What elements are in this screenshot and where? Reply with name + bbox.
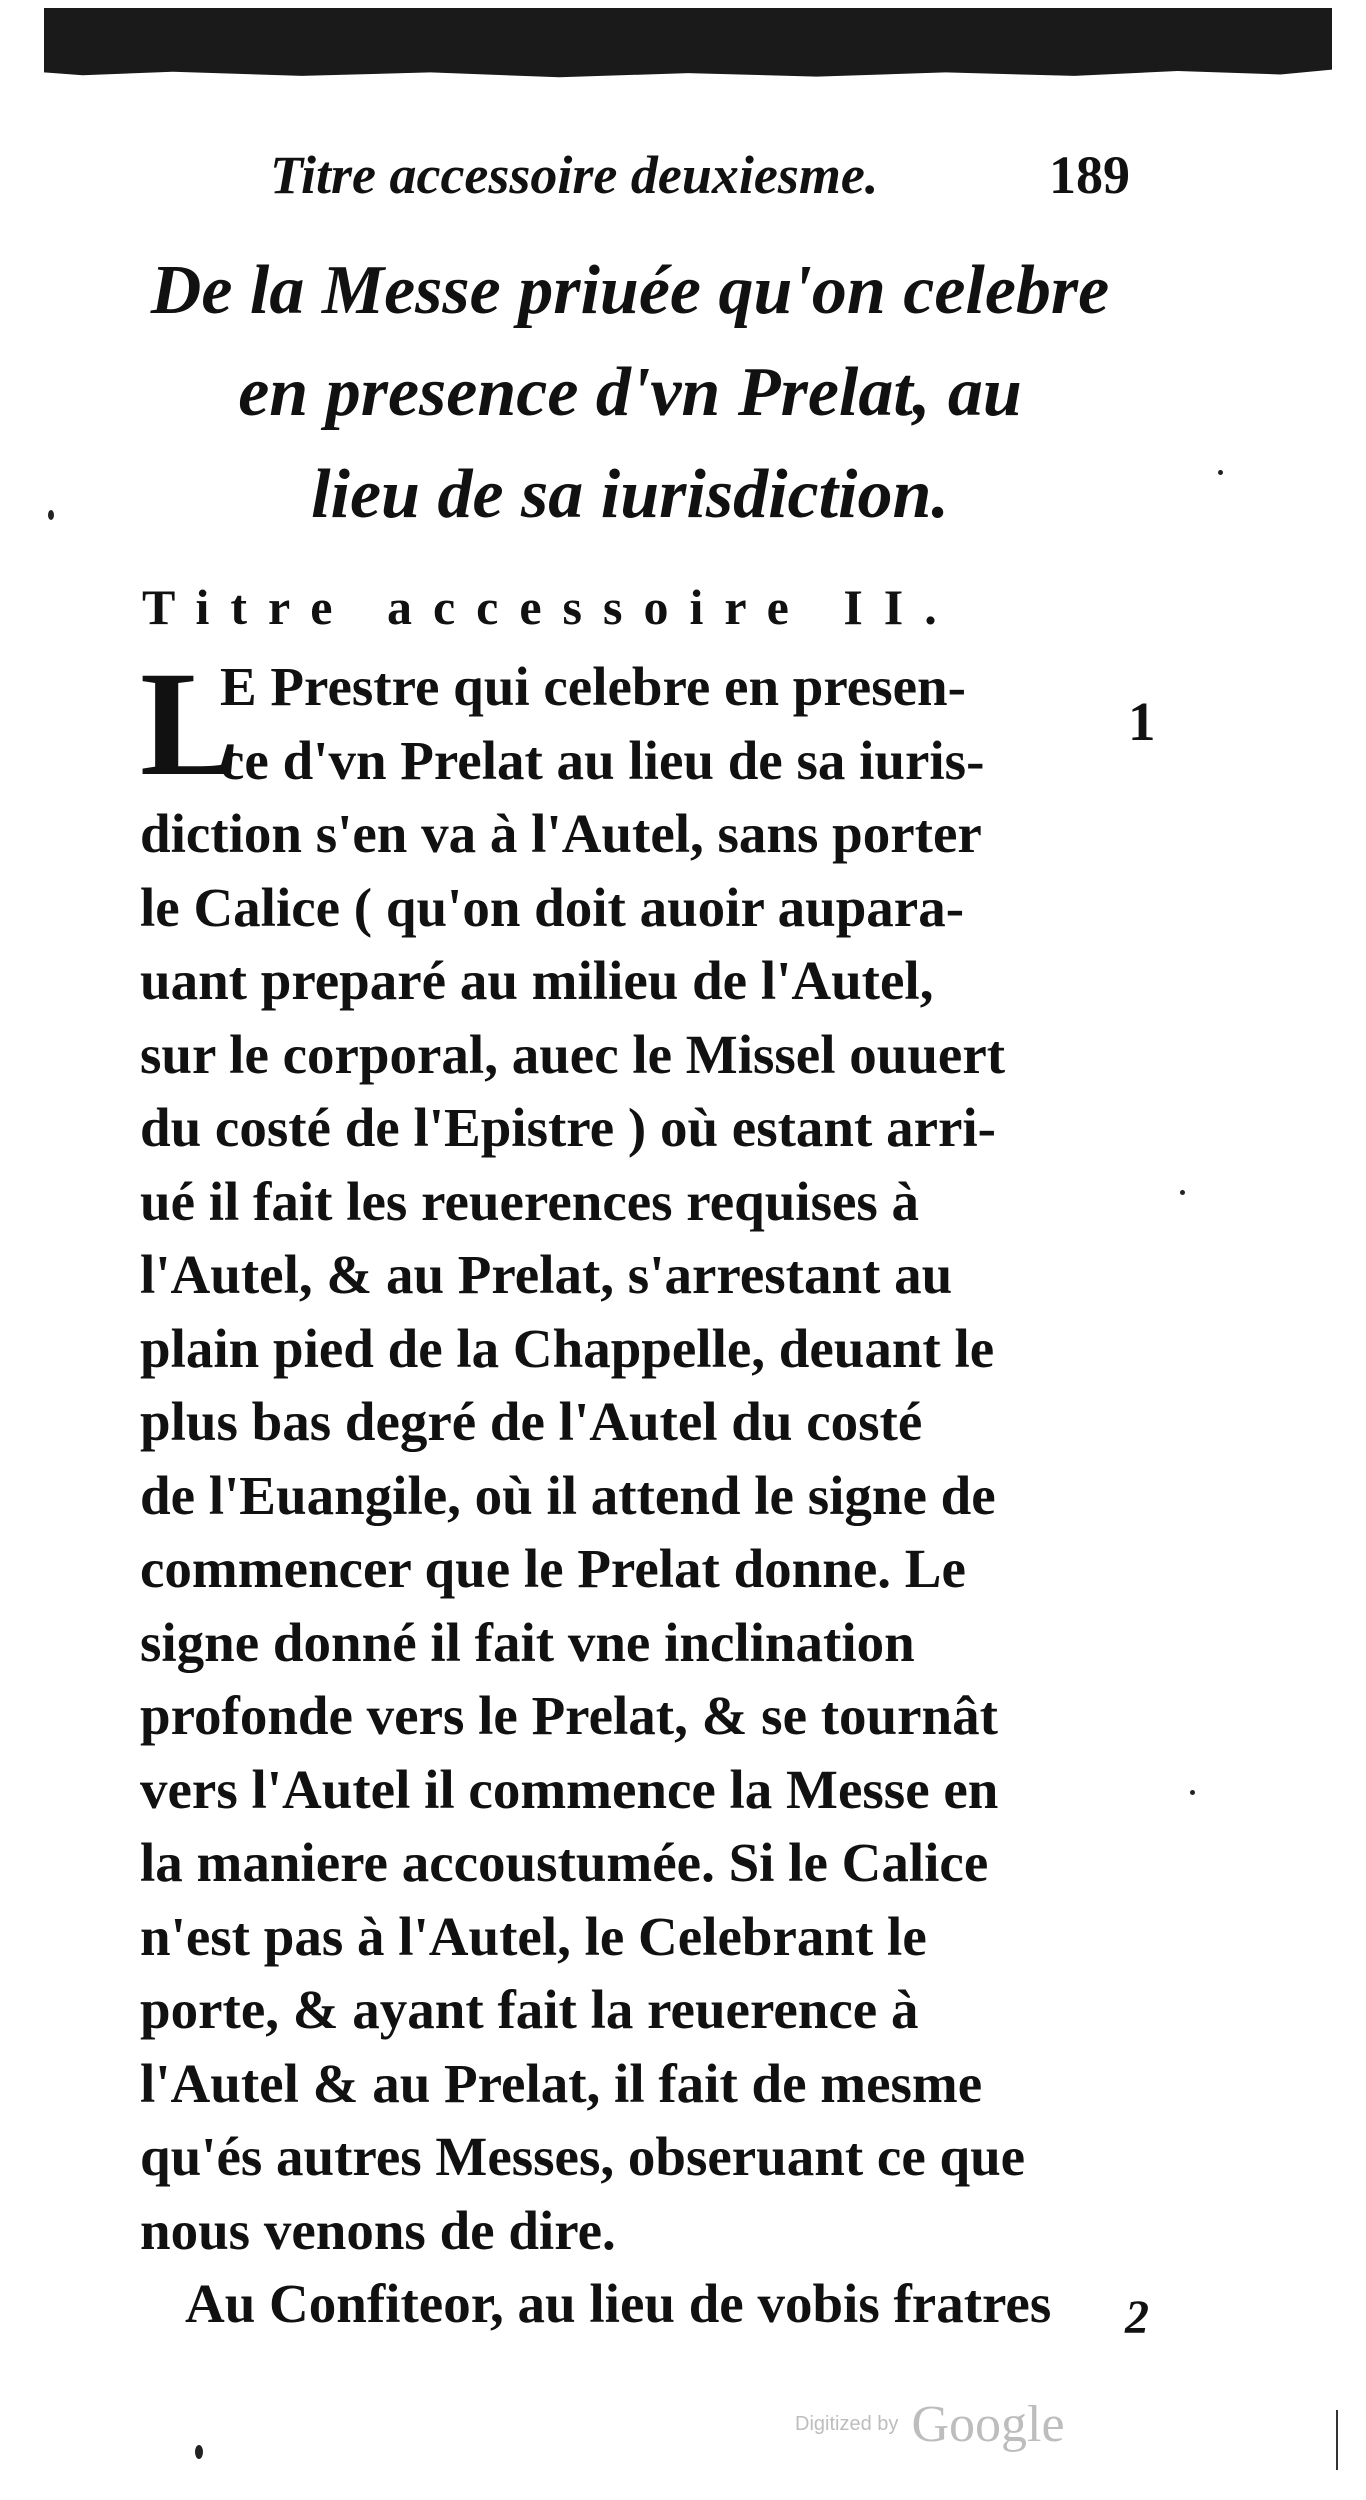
section-heading: Titre accessoire II. xyxy=(142,579,958,635)
text-line: profonde vers le Prelat, & se tournât xyxy=(140,1685,998,1746)
text-line: uant preparé au milieu de l'Autel, xyxy=(140,950,934,1011)
chapter-title-line: De la Messe priuée qu'on celebre xyxy=(150,252,1110,329)
digitized-prefix: Digitized by xyxy=(795,2413,899,2435)
text-line: n'est pas à l'Autel, le Celebrant le xyxy=(140,1905,927,1967)
body-text xyxy=(140,641,1120,2341)
ink-speck xyxy=(1190,1790,1195,1795)
text-line: diction s'en va à l'Autel, sans porter xyxy=(140,803,982,864)
text-line: porte, & ayant fait la reuerence à xyxy=(140,1979,919,2040)
ink-speck xyxy=(195,2445,203,2459)
text-line: l'Autel, & au Prelat, s'arrestant au xyxy=(140,1244,953,1305)
text-line: l'Autel & au Prelat, il fait de mesme xyxy=(140,2052,983,2114)
text-line: plain pied de la Chappelle, deuant le xyxy=(140,1317,995,1379)
chapter-title-line: en presence d'vn Prelat, au xyxy=(238,354,1022,431)
drop-cap: L xyxy=(140,641,241,807)
text-line: la maniere accoustumée. Si le Calice xyxy=(140,1832,989,1893)
text-line: sur le corporal, auec le Missel ouuert xyxy=(140,1023,1006,1085)
catchword: 2 xyxy=(1125,2291,1149,2344)
text-line: nous venons de dire. xyxy=(140,2199,616,2261)
page-edge-mark xyxy=(1336,2410,1338,2470)
text-line: plus bas degré de l'Autel du costé xyxy=(140,1391,923,1452)
page-number: 189 xyxy=(1049,145,1130,205)
text-line: signe donné il fait vne inclination xyxy=(140,1611,915,1673)
text-line: ce d'vn Prelat au lieu de sa iuris- xyxy=(220,729,985,791)
page-top-shadow xyxy=(44,8,1332,78)
ink-speck xyxy=(1218,470,1223,475)
text-line-last: Au Confiteor, au lieu de vobis fratres xyxy=(185,2273,1052,2334)
chapter-title-line: lieu de sa iurisdiction. xyxy=(311,456,949,533)
text-line: le Calice ( qu'on doit auoir aupara- xyxy=(140,876,965,938)
text-line: ué il fait les reuerences requises à xyxy=(140,1170,920,1232)
digitized-watermark xyxy=(795,2395,1065,2455)
text-line: vers l'Autel il commence la Messe en xyxy=(140,1758,999,1820)
text-line: commencer que le Prelat donne. Le xyxy=(140,1538,966,1599)
text-line: E Prestre qui celebre en presen- xyxy=(220,656,966,717)
text-line: du costé de l'Epistre ) où estant arri- xyxy=(140,1097,996,1158)
chapter-title xyxy=(130,240,1130,546)
margin-note: 1 xyxy=(1128,691,1156,752)
google-logo: Google xyxy=(911,2396,1065,2453)
running-head-title: Titre accessoire deuxiesme. xyxy=(270,145,879,205)
ink-speck xyxy=(1180,1190,1185,1195)
text-line: de l'Euangile, où il attend le signe de xyxy=(140,1464,996,1526)
text-line: qu'és autres Messes, obseruant ce que xyxy=(140,2126,1026,2187)
ink-speck xyxy=(48,510,54,520)
running-head xyxy=(270,140,1130,210)
